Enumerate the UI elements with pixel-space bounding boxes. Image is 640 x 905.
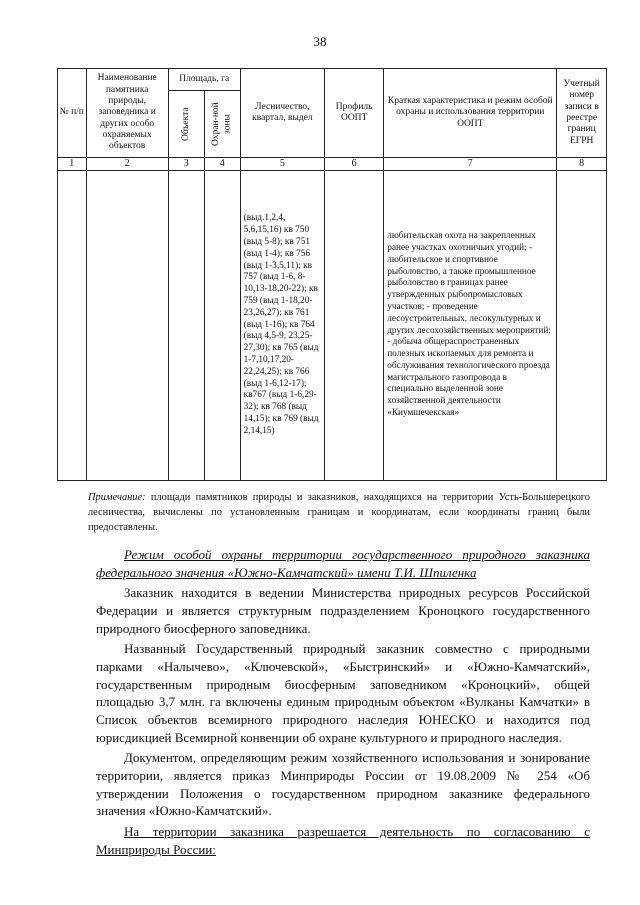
paragraph: Названный Государственный природный заказник совместно с природными парками «Налычево», «Ключевской», «Быстринский» и «Южно-Камчатский», государственным природным биосферным заповедником «Кроноцкий», общей площадью 3,7 млн. га включены единым природным объектом «Вулканы Камчатки» в Список объектов всемирного природного наследия ЮНЕСКО и находится под юрисдикцией Всемирной конвенции об охране культурного и природного наследия. xyxy=(96,641,590,745)
cell-empty xyxy=(168,171,204,481)
table-row xyxy=(58,171,607,481)
cell-empty xyxy=(58,171,87,481)
page-number: 38 xyxy=(313,34,327,49)
col-number: 2 xyxy=(86,158,168,171)
col-number: 4 xyxy=(204,158,240,171)
col-number: 8 xyxy=(557,158,607,171)
col-number: 3 xyxy=(168,158,204,171)
header-registry: Учетный номер записи в реестре границ ЕГРН xyxy=(557,69,607,158)
paragraph: Документом, определяющим режим хозяйственного использования и зонирование территории, является приказ Минприроды России от 19.08.2009 № 254 «Об утверждении Положения о государственном природном заказнике федерального значения «Южно-Камчатский». xyxy=(96,750,590,819)
cell-empty xyxy=(86,171,168,481)
header-regime: Краткая характеристика и режим особой охраны и использования территории ООПТ xyxy=(384,69,557,158)
header-area-zone: Охран-ной зоны xyxy=(204,91,240,158)
header-area-object: Объекта xyxy=(168,91,204,158)
col-number: 7 xyxy=(384,158,557,171)
cell-empty xyxy=(204,171,240,481)
note-label: Примечание: xyxy=(88,492,146,503)
note-text: площади памятников природы и заказников, находящихся на территории Усть-Большерецкого лесничества, вычислены по установленным границам и координатам, если координаты границ были предоставлены. xyxy=(88,492,590,533)
col-number: 5 xyxy=(240,158,324,171)
main-content xyxy=(96,546,590,858)
cell-empty xyxy=(557,171,607,481)
header-area: Площадь, га xyxy=(168,69,240,91)
col-number: 6 xyxy=(325,158,384,171)
section-heading: Режим особой охраны территории государственного природного заказника федерального значения «Южно-Камчатский» имени Т.И. Шпиленка xyxy=(96,547,590,580)
header-forestry: Лесничество, квартал, выдел xyxy=(240,69,324,158)
paragraph: Заказник находится в ведении Министерства природных ресурсов Российской Федерации и является структурным подразделением Кроноцкого государственного природного биосферного заповедника. xyxy=(96,585,590,636)
header-no: № п/п xyxy=(58,69,87,158)
col-number: 1 xyxy=(58,158,87,171)
protected-areas-table xyxy=(57,68,607,481)
table-note xyxy=(88,491,590,535)
cell-regime: любительская охота на закрепленных ранее участках охотничьих угодий; - любительское и спортивное рыболовство, а также промышленное рыболовство в границах ранее утвержденных рыбопромысловых участков; - проведение лесоустроительных, лесокультурных и других лесохозяйственных мероприятий; - добыча общераспространенных полезных ископаемых для ремонта и обслуживания технологического проезда магистрального газопровода в специально выделенной зоне хозяйственной деятельности «Киумшечекская» xyxy=(384,171,557,481)
last-line: На территории заказника разрешается деятельность по согласованию с Минприроды России: xyxy=(96,824,590,857)
cell-empty xyxy=(325,171,384,481)
header-name: Наименование памятника природы, заповедника и других особо охраняемых объектов xyxy=(86,69,168,158)
header-profile: Профиль ООПТ xyxy=(325,69,384,158)
cell-forestry: (выд.1,2,4, 5,6,15,16) кв 750 (выд 5-8); кв 751 (выд 1-4); кв 756 (выд 1-3,5,11); кв 757 (выд 1-6, 8-10,13-18,20-22); кв 759 (выд 1-18,20-23,26,27); кв 761 (выд 1-16); кв 764 (выд 4,5-9, 23,25-27,30); кв 765 (выд 1-7,10,17,20-22,24,25); кв 766 (выд 1-6,12-17); кв767 (выд 1-6,29-32); кв 768 (выд 14,15); кв 769 (выд 2,14,15) xyxy=(240,171,324,481)
